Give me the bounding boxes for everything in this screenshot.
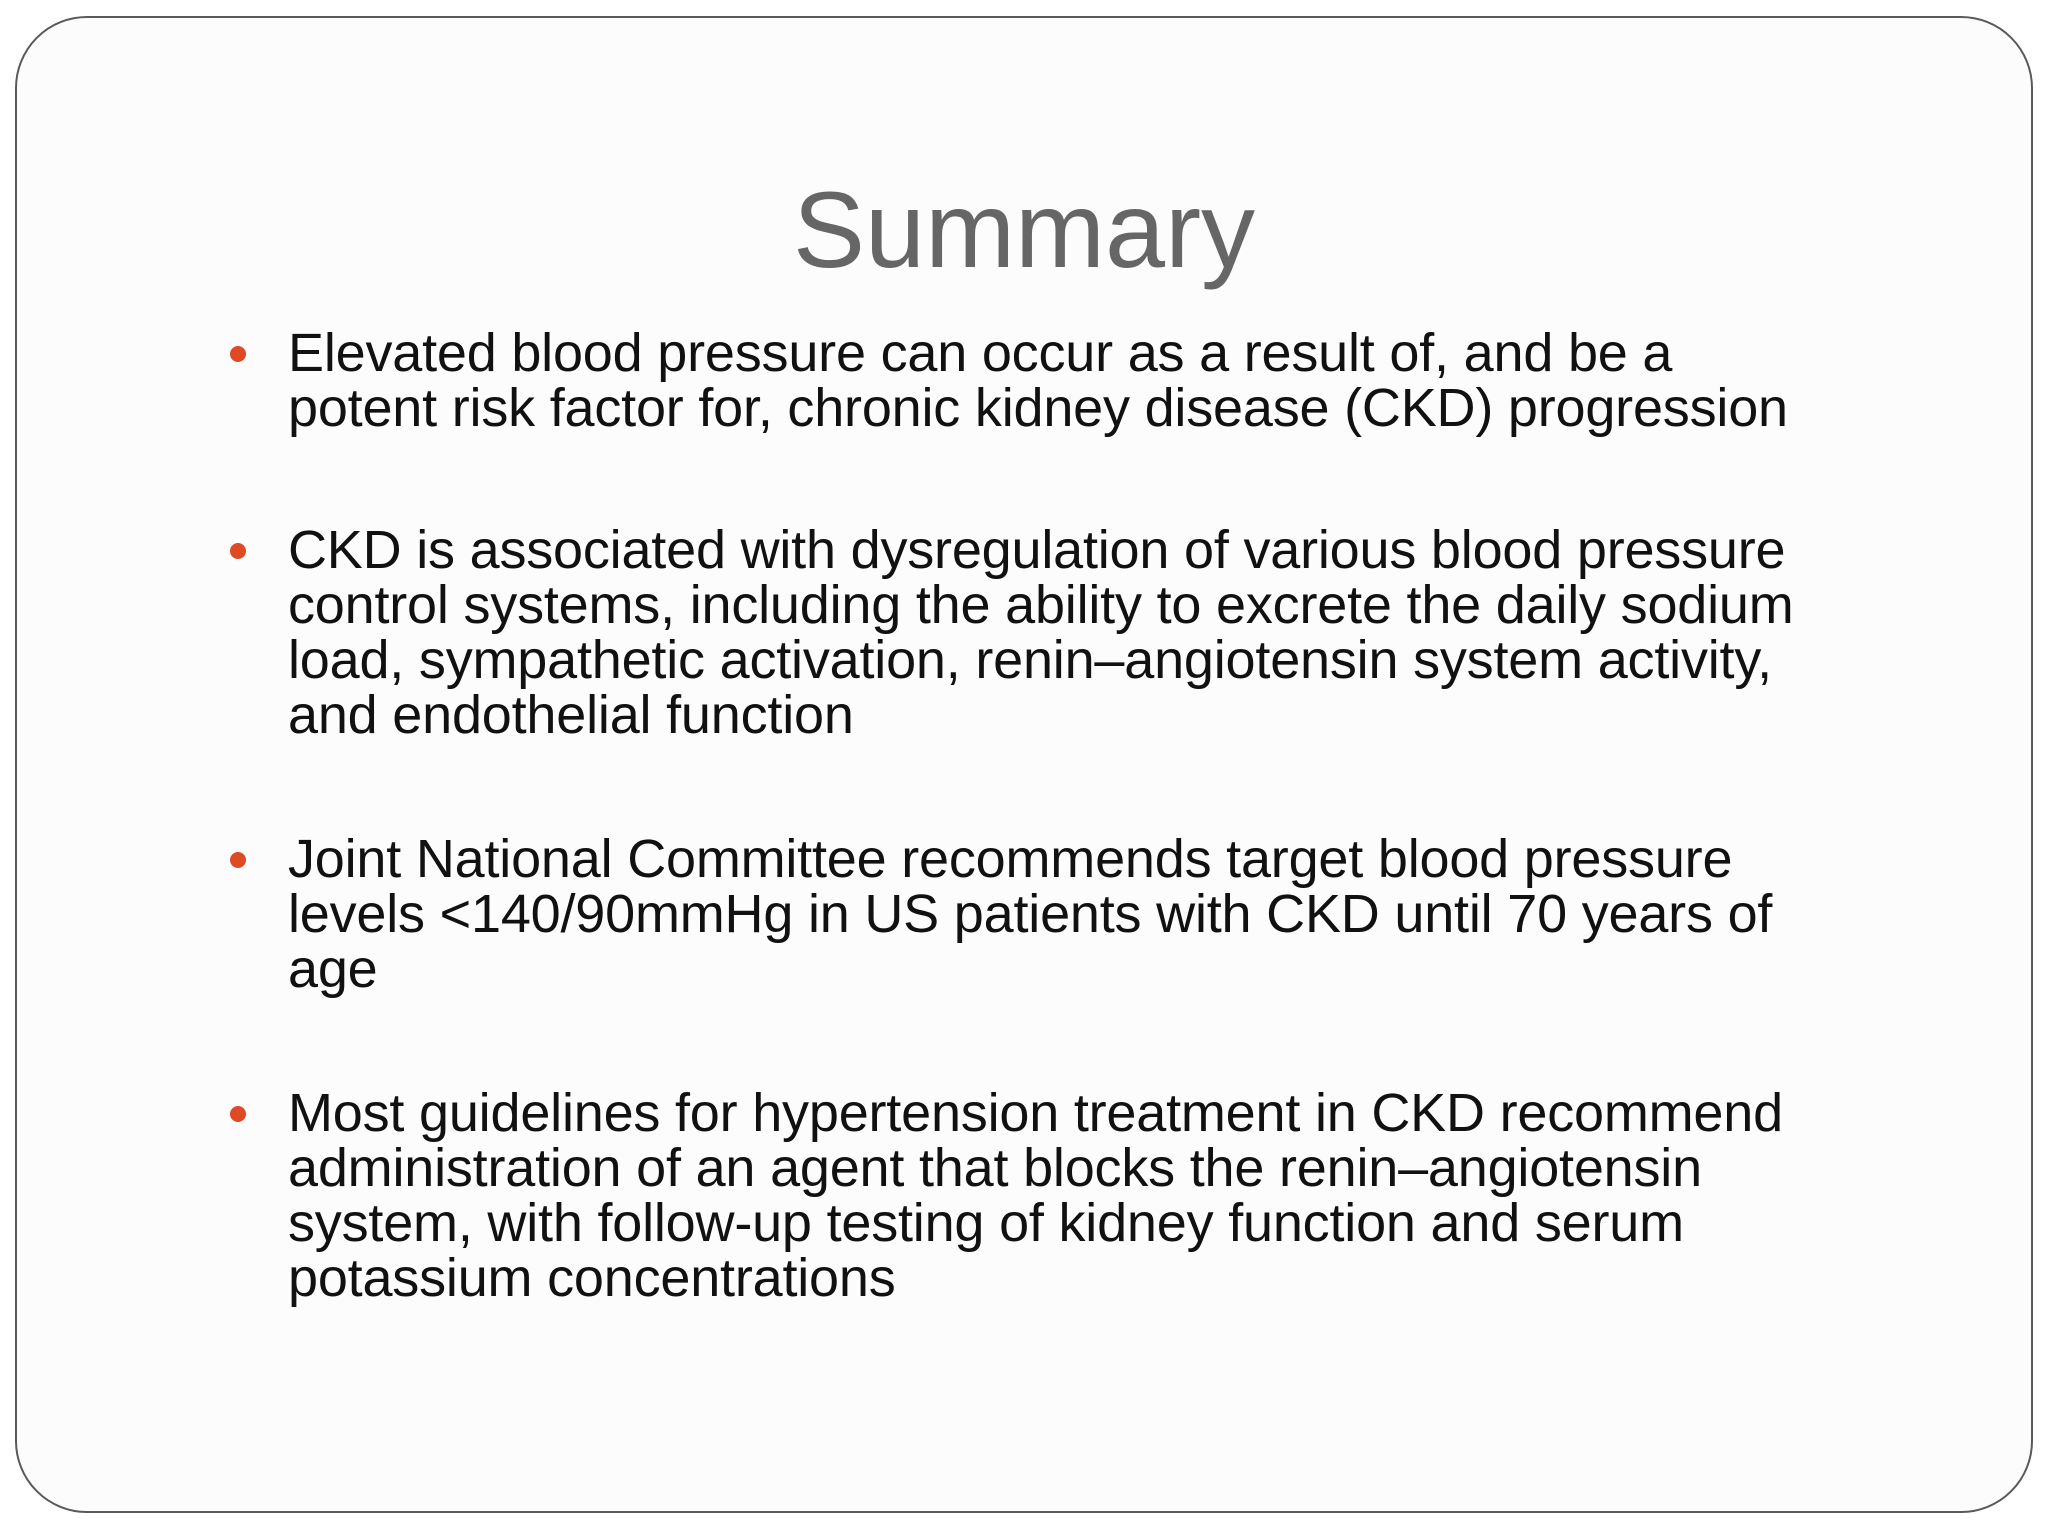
bullet-text: CKD is associated with dysregulation of various blood pressure control systems, including the ability to excrete the daily sodium load, sympathetic activation, renin–angiotensin system activity, and endothelial function xyxy=(288,520,1794,745)
bullet-text: Elevated blood pressure can occur as a result of, and be a potent risk factor for, chronic kidney disease (CKD) progression xyxy=(288,323,1788,438)
bullet-dot-icon xyxy=(230,543,246,559)
slide-title: Summary xyxy=(792,169,1256,290)
bullet-text: Most guidelines for hypertension treatment in CKD recommend administration of an agent that blocks the renin–angiotensin system, with follow-up testing of kidney function and serum potassium concentrations xyxy=(288,1083,1783,1308)
bullet-dot-icon xyxy=(230,346,246,362)
bullet-text: Joint National Committee recommends target blood pressure levels <140/90mmHg in US patients with CKD until 70 years of age xyxy=(288,829,1773,999)
bullet-dot-icon xyxy=(230,852,246,868)
bullet-dot-icon xyxy=(230,1106,246,1122)
